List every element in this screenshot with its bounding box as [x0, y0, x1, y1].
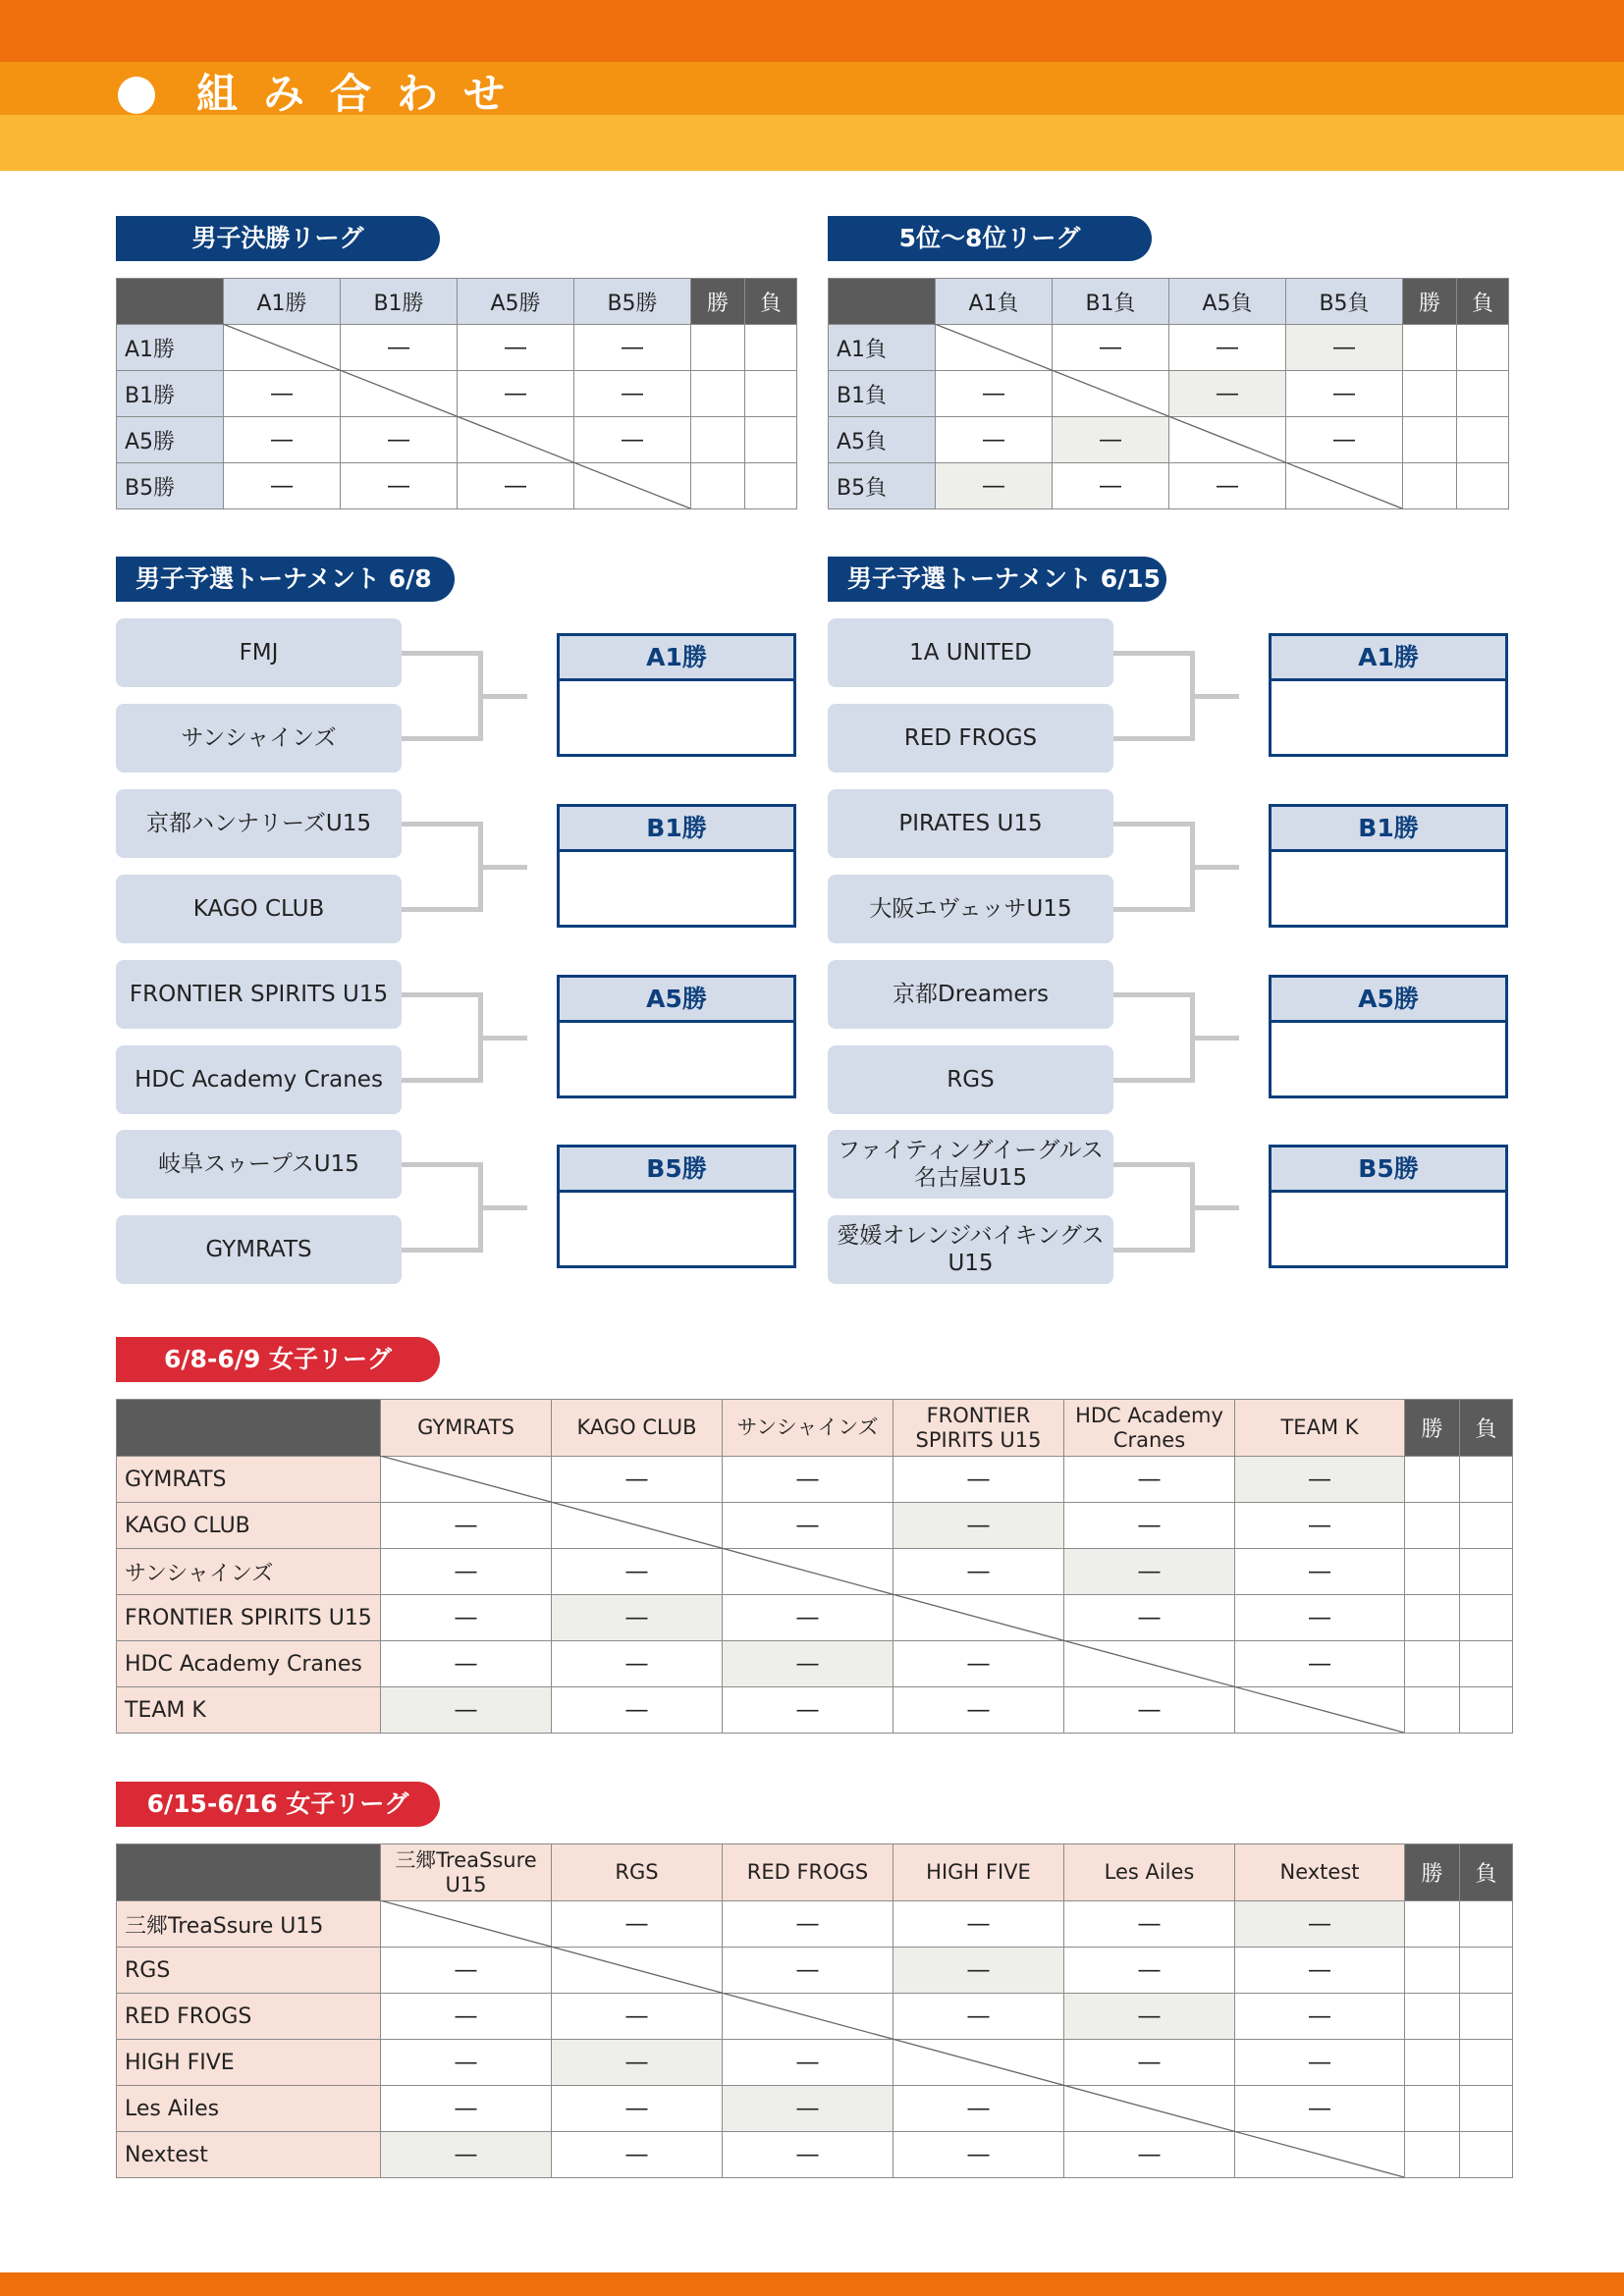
score-cell: ―	[893, 1503, 1064, 1549]
bracket-line	[402, 822, 483, 912]
row-header: A5負	[829, 417, 936, 463]
score-cell: ―	[893, 1641, 1064, 1687]
column-header: A5勝	[458, 279, 574, 325]
score-cell: ―	[1286, 417, 1403, 463]
team-box: RGS	[828, 1045, 1113, 1114]
team-box: HDC Academy Cranes	[116, 1045, 402, 1114]
bracket-line	[1113, 651, 1195, 741]
column-header: Les Ailes	[1064, 1844, 1235, 1901]
score-cell: ―	[552, 1901, 723, 1948]
table-corner	[117, 279, 224, 325]
winner-label: B1勝	[560, 807, 793, 852]
score-cell: ―	[1235, 1503, 1405, 1549]
bracket-stem	[1190, 694, 1239, 699]
score-cell: ―	[1235, 1641, 1405, 1687]
loss-count-cell	[1457, 463, 1509, 509]
diagonal-line	[380, 1456, 1404, 1733]
place-5-8-league-title: 5位〜8位リーグ	[828, 216, 1152, 261]
womens-league-0608-title: 6/8-6/9 女子リーグ	[116, 1337, 440, 1382]
row-header: A1勝	[117, 325, 224, 371]
score-cell: ―	[1286, 325, 1403, 371]
score-cell: ―	[574, 325, 691, 371]
table-corner	[117, 1844, 381, 1901]
score-cell: ―	[893, 1549, 1064, 1595]
win-count-cell	[691, 417, 745, 463]
score-cell: ―	[458, 325, 574, 371]
row-header: RED FROGS	[117, 1994, 381, 2040]
row-header: KAGO CLUB	[117, 1503, 381, 1549]
score-cell: ―	[1235, 1994, 1405, 2040]
column-header: B1負	[1053, 279, 1169, 325]
score-cell: ―	[1064, 1901, 1235, 1948]
score-cell: ―	[723, 2132, 893, 2178]
winner-label: A1勝	[560, 636, 793, 681]
row-header: TEAM K	[117, 1687, 381, 1734]
team-box: GYMRATS	[116, 1215, 402, 1284]
row-header: A1負	[829, 325, 936, 371]
loss-count-cell	[1460, 1901, 1513, 1948]
winner-box	[1269, 975, 1508, 1098]
row-header: Les Ailes	[117, 2086, 381, 2132]
row-header: RGS	[117, 1948, 381, 1994]
score-cell: ―	[552, 1641, 723, 1687]
loss-count-cell	[1460, 1457, 1513, 1503]
win-count-cell	[1405, 1595, 1460, 1641]
winner-label: A1勝	[1272, 636, 1505, 681]
column-header: B1勝	[341, 279, 458, 325]
score-cell: ―	[381, 2132, 552, 2178]
score-cell: ―	[381, 1994, 552, 2040]
bracket-stem	[1190, 865, 1239, 870]
team-box: 京都Dreamers	[828, 960, 1113, 1029]
loss-count-cell	[1460, 1549, 1513, 1595]
team-box: PIRATES U15	[828, 789, 1113, 858]
loss-count-cell	[1457, 371, 1509, 417]
score-cell: ―	[381, 1641, 552, 1687]
score-cell: ―	[723, 1948, 893, 1994]
bracket-stem	[1190, 1036, 1239, 1041]
score-cell: ―	[1064, 1687, 1235, 1734]
mens-prelim-0608-title: 男子予選トーナメント 6/8	[116, 557, 455, 602]
score-cell: ―	[552, 2086, 723, 2132]
team-box: 1A UNITED	[828, 618, 1113, 687]
score-cell: ―	[381, 1549, 552, 1595]
loss-count-cell	[1460, 1503, 1513, 1549]
score-cell: ―	[458, 463, 574, 509]
table-corner	[117, 1400, 381, 1457]
bracket-line	[1113, 1162, 1195, 1253]
team-box: FRONTIER SPIRITS U15	[116, 960, 402, 1029]
score-cell: ―	[1053, 325, 1169, 371]
score-cell: ―	[893, 1948, 1064, 1994]
score-cell: ―	[1286, 371, 1403, 417]
win-count-cell	[1405, 1901, 1460, 1948]
score-cell: ―	[574, 417, 691, 463]
score-cell: ―	[1235, 1549, 1405, 1595]
row-header: Nextest	[117, 2132, 381, 2178]
score-cell: ―	[893, 1457, 1064, 1503]
score-cell: ―	[1169, 463, 1286, 509]
score-cell: ―	[1169, 371, 1286, 417]
winner-box	[1269, 633, 1508, 757]
column-header: KAGO CLUB	[552, 1400, 723, 1457]
score-cell: ―	[723, 1641, 893, 1687]
score-cell: ―	[381, 1948, 552, 1994]
row-header: HDC Academy Cranes	[117, 1641, 381, 1687]
score-cell: ―	[381, 1503, 552, 1549]
score-cell: ―	[381, 2086, 552, 2132]
win-count-cell	[1403, 463, 1457, 509]
winner-box	[557, 804, 796, 928]
column-header: TEAM K	[1235, 1400, 1405, 1457]
column-header: A1勝	[224, 279, 341, 325]
win-count-cell	[1405, 1549, 1460, 1595]
team-box: 大阪エヴェッサU15	[828, 875, 1113, 943]
bracket-stem	[478, 694, 527, 699]
win-count-cell	[1405, 2086, 1460, 2132]
bracket-stem	[1190, 1205, 1239, 1210]
loss-count-cell	[1460, 1994, 1513, 2040]
score-cell: ―	[893, 2132, 1064, 2178]
score-cell: ―	[1053, 463, 1169, 509]
row-header: FRONTIER SPIRITS U15	[117, 1595, 381, 1641]
winner-label: B5勝	[560, 1148, 793, 1193]
score-cell: ―	[1064, 1503, 1235, 1549]
win-count-cell	[691, 463, 745, 509]
score-cell: ―	[552, 2132, 723, 2178]
winner-box	[557, 633, 796, 757]
score-cell: ―	[381, 2040, 552, 2086]
loss-count-cell	[1460, 1948, 1513, 1994]
bracket-line	[402, 651, 483, 741]
column-header: B5勝	[574, 279, 691, 325]
team-box: 京都ハンナリーズU15	[116, 789, 402, 858]
column-header: RED FROGS	[723, 1844, 893, 1901]
loss-count-cell	[1460, 1595, 1513, 1641]
team-box: ファイティングイーグルス 名古屋U15	[828, 1130, 1113, 1199]
column-header: サンシャインズ	[723, 1400, 893, 1457]
win-count-cell	[1405, 2132, 1460, 2178]
bracket-line	[1113, 822, 1195, 912]
bracket-line	[402, 992, 483, 1083]
win-column-header: 勝	[1405, 1400, 1460, 1457]
score-cell: ―	[1064, 2132, 1235, 2178]
header-band-bottom	[0, 115, 1624, 171]
header-bullet-icon	[118, 77, 155, 114]
score-cell: ―	[723, 1503, 893, 1549]
score-cell: ―	[1064, 1994, 1235, 2040]
team-box: サンシャインズ	[116, 704, 402, 773]
score-cell: ―	[552, 1549, 723, 1595]
column-header: HDC Academy Cranes	[1064, 1400, 1235, 1457]
team-box: KAGO CLUB	[116, 875, 402, 943]
winner-label: A5勝	[560, 978, 793, 1023]
column-header: GYMRATS	[381, 1400, 552, 1457]
womens-league-0615-title: 6/15-6/16 女子リーグ	[116, 1782, 440, 1827]
score-cell: ―	[723, 2040, 893, 2086]
team-box: 岐阜スゥープスU15	[116, 1130, 402, 1199]
loss-column-header: 負	[1457, 279, 1509, 325]
loss-count-cell	[1457, 325, 1509, 371]
column-header: A5負	[1169, 279, 1286, 325]
winner-box	[557, 975, 796, 1098]
score-cell: ―	[1064, 2040, 1235, 2086]
score-cell: ―	[381, 1595, 552, 1641]
loss-count-cell	[1460, 1641, 1513, 1687]
column-header: FRONTIER SPIRITS U15	[893, 1400, 1064, 1457]
win-column-header: 勝	[1405, 1844, 1460, 1901]
column-header: A1負	[936, 279, 1053, 325]
score-cell: ―	[1064, 1457, 1235, 1503]
score-cell: ―	[1064, 1948, 1235, 1994]
row-header: B1負	[829, 371, 936, 417]
score-cell: ―	[552, 2040, 723, 2086]
score-cell: ―	[893, 2086, 1064, 2132]
win-count-cell	[1403, 417, 1457, 463]
row-header: A5勝	[117, 417, 224, 463]
score-cell: ―	[341, 463, 458, 509]
mens-prelim-0615-title: 男子予選トーナメント 6/15	[828, 557, 1166, 602]
win-column-header: 勝	[691, 279, 745, 325]
loss-count-cell	[1460, 1687, 1513, 1734]
win-column-header: 勝	[1403, 279, 1457, 325]
win-count-cell	[691, 325, 745, 371]
diagonal-line	[380, 1900, 1404, 2177]
score-cell: ―	[552, 1994, 723, 2040]
score-cell: ―	[1235, 1901, 1405, 1948]
column-header: 三郷TreaSsure U15	[381, 1844, 552, 1901]
header-band-top	[0, 0, 1624, 62]
bracket-stem	[478, 1036, 527, 1041]
bracket-line	[1113, 992, 1195, 1083]
team-box: FMJ	[116, 618, 402, 687]
footer-band	[0, 2272, 1624, 2296]
mens-final-league-title: 男子決勝リーグ	[116, 216, 440, 261]
loss-count-cell	[745, 371, 797, 417]
loss-count-cell	[745, 463, 797, 509]
column-header: RGS	[552, 1844, 723, 1901]
score-cell: ―	[1169, 325, 1286, 371]
score-cell: ―	[1064, 1549, 1235, 1595]
score-cell: ―	[1235, 2086, 1405, 2132]
page-title: 組み合わせ	[196, 70, 531, 118]
score-cell: ―	[552, 1595, 723, 1641]
column-header: HIGH FIVE	[893, 1844, 1064, 1901]
diagonal-line	[223, 324, 690, 508]
diagonal-line	[935, 324, 1402, 508]
loss-count-cell	[745, 417, 797, 463]
loss-count-cell	[1457, 417, 1509, 463]
win-count-cell	[1405, 1457, 1460, 1503]
row-header: B5勝	[117, 463, 224, 509]
bracket-line	[402, 1162, 483, 1253]
score-cell: ―	[552, 1457, 723, 1503]
team-box: RED FROGS	[828, 704, 1113, 773]
row-header: HIGH FIVE	[117, 2040, 381, 2086]
bracket-stem	[478, 865, 527, 870]
winner-label: B1勝	[1272, 807, 1505, 852]
score-cell: ―	[1235, 1948, 1405, 1994]
score-cell: ―	[1235, 2040, 1405, 2086]
score-cell: ―	[1235, 1595, 1405, 1641]
row-header: B5負	[829, 463, 936, 509]
loss-count-cell	[1460, 2086, 1513, 2132]
win-count-cell	[691, 371, 745, 417]
score-cell: ―	[723, 2086, 893, 2132]
score-cell: ―	[341, 417, 458, 463]
win-count-cell	[1403, 371, 1457, 417]
score-cell: ―	[458, 371, 574, 417]
score-cell: ―	[574, 371, 691, 417]
score-cell: ―	[1064, 1595, 1235, 1641]
table-corner	[829, 279, 936, 325]
score-cell: ―	[936, 417, 1053, 463]
winner-box	[1269, 1145, 1508, 1268]
row-header: GYMRATS	[117, 1457, 381, 1503]
win-count-cell	[1405, 1687, 1460, 1734]
loss-count-cell	[1460, 2040, 1513, 2086]
bracket-stem	[478, 1205, 527, 1210]
win-count-cell	[1405, 1948, 1460, 1994]
score-cell: ―	[1053, 417, 1169, 463]
column-header: B5負	[1286, 279, 1403, 325]
win-count-cell	[1405, 2040, 1460, 2086]
score-cell: ―	[936, 463, 1053, 509]
score-cell: ―	[224, 417, 341, 463]
win-count-cell	[1405, 1503, 1460, 1549]
score-cell: ―	[723, 1595, 893, 1641]
team-box: 愛媛オレンジバイキングス U15	[828, 1215, 1113, 1284]
score-cell: ―	[552, 1687, 723, 1734]
winner-box	[557, 1145, 796, 1268]
loss-column-header: 負	[745, 279, 797, 325]
row-header: 三郷TreaSsure U15	[117, 1901, 381, 1948]
score-cell: ―	[936, 371, 1053, 417]
winner-label: B5勝	[1272, 1148, 1505, 1193]
loss-column-header: 負	[1460, 1400, 1513, 1457]
winner-box	[1269, 804, 1508, 928]
score-cell: ―	[723, 1457, 893, 1503]
row-header: B1勝	[117, 371, 224, 417]
loss-column-header: 負	[1460, 1844, 1513, 1901]
score-cell: ―	[1235, 1457, 1405, 1503]
score-cell: ―	[723, 1687, 893, 1734]
score-cell: ―	[893, 1994, 1064, 2040]
row-header: サンシャインズ	[117, 1549, 381, 1595]
winner-label: A5勝	[1272, 978, 1505, 1023]
score-cell: ―	[893, 1901, 1064, 1948]
win-count-cell	[1403, 325, 1457, 371]
win-count-cell	[1405, 1994, 1460, 2040]
win-count-cell	[1405, 1641, 1460, 1687]
column-header: Nextest	[1235, 1844, 1405, 1901]
score-cell: ―	[381, 1687, 552, 1734]
score-cell: ―	[341, 325, 458, 371]
score-cell: ―	[224, 463, 341, 509]
score-cell: ―	[723, 1901, 893, 1948]
score-cell: ―	[893, 1687, 1064, 1734]
loss-count-cell	[1460, 2132, 1513, 2178]
score-cell: ―	[224, 371, 341, 417]
loss-count-cell	[745, 325, 797, 371]
